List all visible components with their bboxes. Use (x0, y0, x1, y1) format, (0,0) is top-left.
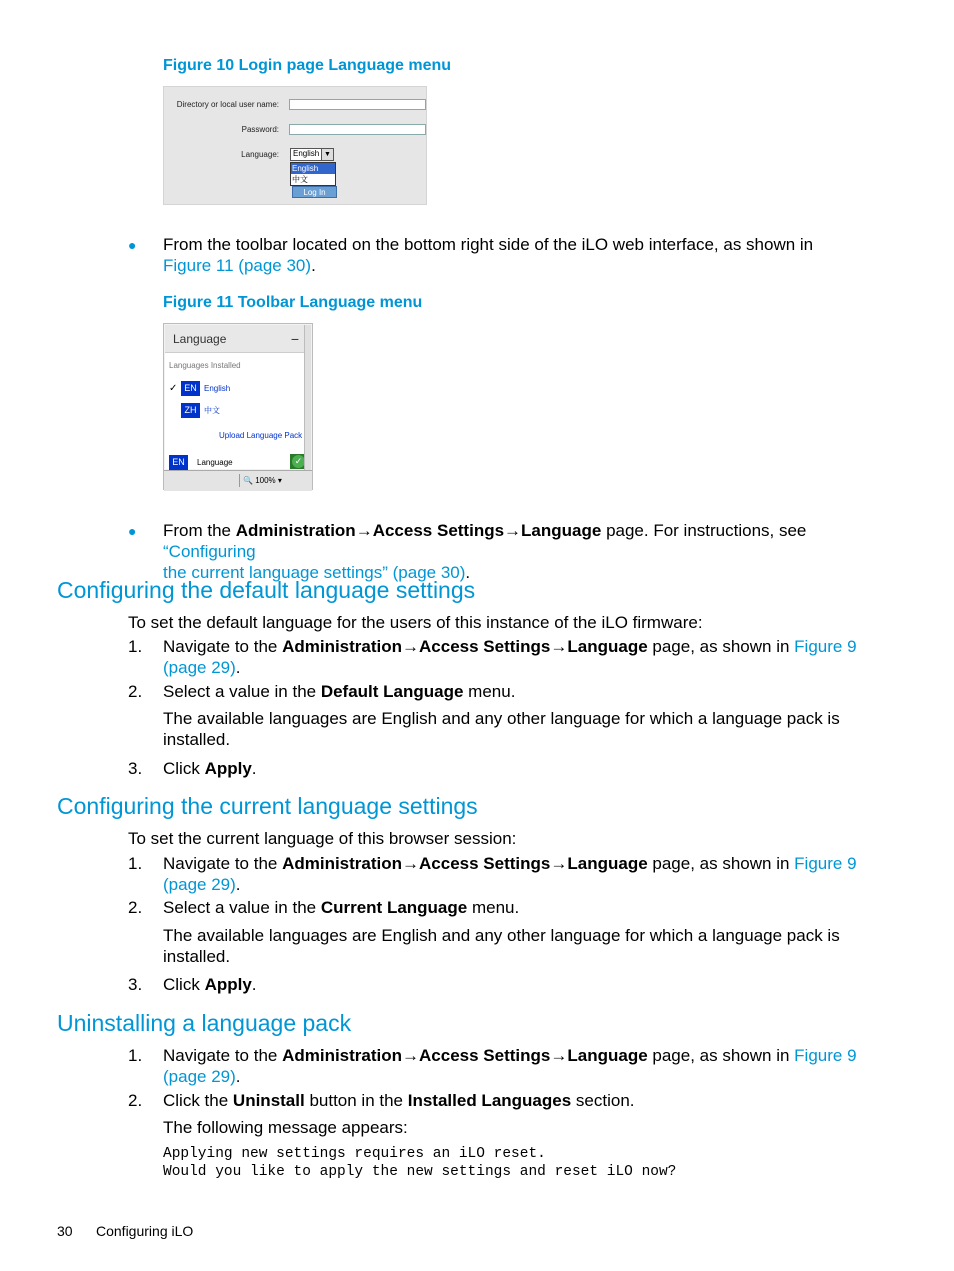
language-option-english[interactable]: English (291, 163, 335, 174)
figure11-caption: Figure 11 Toolbar Language menu (163, 294, 423, 311)
footer-section: Configuring iLO (96, 1223, 194, 1239)
figure9-link[interactable]: Figure 9 (794, 854, 857, 873)
step-number: 1. (128, 637, 143, 656)
section1-step1: Navigate to the Administration→Access Settings→Language page, as shown in Figure 9 (page 29). (163, 637, 857, 677)
languages-installed-label: Languages Installed (169, 361, 241, 370)
language-option-chinese[interactable]: 中文 (292, 175, 308, 184)
section2-intro: To set the current language of this browser session: (128, 829, 517, 848)
section-heading-current: Configuring the current language settings (57, 793, 478, 819)
section2-step2-note: The available languages are English and any other language for which a language pack is installed. (163, 926, 840, 966)
user-name-label: Directory or local user name: (176, 100, 279, 109)
section-heading-default: Configuring the default language settings (57, 577, 476, 603)
figure10-caption: Figure 10 Login page Language menu (163, 57, 452, 74)
section-heading-uninstall: Uninstalling a language pack (57, 1010, 352, 1036)
section2-step2: Select a value in the Current Language menu. (163, 898, 520, 917)
user-name-input[interactable] (289, 99, 426, 110)
step-number: 1. (128, 1046, 143, 1065)
password-input[interactable] (289, 124, 426, 135)
minimize-icon[interactable]: − (290, 331, 299, 347)
figure9-page-link[interactable]: (page 29) (163, 1067, 236, 1086)
toolbar-language-figure (163, 323, 313, 490)
en-flag-icon: EN (181, 381, 200, 396)
bullet2-text: From the Administration→Access Settings→Language page. For instructions, see “Configuring the current language settings” (page 30). (163, 521, 807, 582)
step-number: 2. (128, 898, 143, 917)
browser-status-bar (164, 470, 312, 491)
chevron-down-icon: ▼ (321, 149, 333, 160)
scrollbar[interactable] (304, 325, 311, 470)
language-dropdown[interactable] (290, 162, 336, 186)
upload-language-pack-link[interactable]: Upload Language Pack (219, 431, 303, 440)
language-panel (165, 353, 305, 469)
section1-step2-note: The available languages are English and any other language for which a language pack is installed. (163, 709, 840, 749)
login-page-figure (163, 86, 427, 205)
configuring-link[interactable]: “Configuring (163, 542, 256, 561)
status-ok-icon: ✓ (290, 454, 307, 469)
section3-step1: Navigate to the Administration→Access Settings→Language page, as shown in Figure 9 (page 29). (163, 1046, 857, 1086)
section2-step3: Click Apply. (163, 975, 257, 994)
section2-step1: Navigate to the Administration→Access Settings→Language page, as shown in Figure 9 (page 29). (163, 854, 857, 894)
checkmark-icon: ✓ (169, 383, 178, 394)
code-line-2: Would you like to apply the new settings and reset iLO now? (163, 1164, 677, 1180)
footer-en-icon: EN (169, 455, 188, 470)
language-chinese[interactable]: 中文 (204, 406, 220, 415)
password-label: Password: (241, 125, 279, 134)
section1-step2: Select a value in the Default Language menu. (163, 682, 516, 701)
page-number: 30 (57, 1223, 73, 1239)
step-number: 3. (128, 759, 143, 778)
bullet1-text: From the toolbar located on the bottom right side of the iLO web interface, as shown in Figure 11 (page 30). (163, 235, 814, 275)
login-button[interactable]: Log In (292, 186, 337, 198)
step-number: 1. (128, 854, 143, 873)
figure9-link[interactable]: Figure 9 (794, 637, 857, 656)
step-number: 2. (128, 682, 143, 701)
bullet-icon: ● (128, 523, 137, 539)
section1-step3: Click Apply. (163, 759, 257, 778)
figure9-link[interactable]: Figure 9 (794, 1046, 857, 1065)
configuring-link-cont[interactable]: the current language settings” (page 30) (163, 563, 466, 582)
figure9-page-link[interactable]: (page 29) (163, 875, 236, 894)
bullet-icon: ● (128, 237, 137, 253)
language-label: Language: (241, 150, 279, 159)
zoom-control[interactable]: 🔍 100% ▾ (239, 474, 299, 487)
section3-step2: Click the Uninstall button in the Installed Languages section. (163, 1091, 635, 1110)
footer-language-label: Language (197, 458, 233, 467)
language-select[interactable] (290, 148, 334, 161)
language-panel-header: Language − (165, 325, 305, 353)
figure9-page-link[interactable]: (page 29) (163, 658, 236, 677)
language-english[interactable]: English (204, 384, 231, 393)
section1-intro: To set the default language for the users of this instance of the iLO firmware: (128, 613, 703, 632)
message-intro: The following message appears: (163, 1118, 408, 1137)
code-line-1: Applying new settings requires an iLO reset. (163, 1146, 546, 1162)
language-select-value: English (293, 149, 320, 158)
zh-flag-icon: ZH (181, 403, 200, 418)
step-number: 2. (128, 1091, 143, 1110)
step-number: 3. (128, 975, 143, 994)
figure11-link[interactable]: Figure 11 (page 30) (163, 256, 312, 275)
